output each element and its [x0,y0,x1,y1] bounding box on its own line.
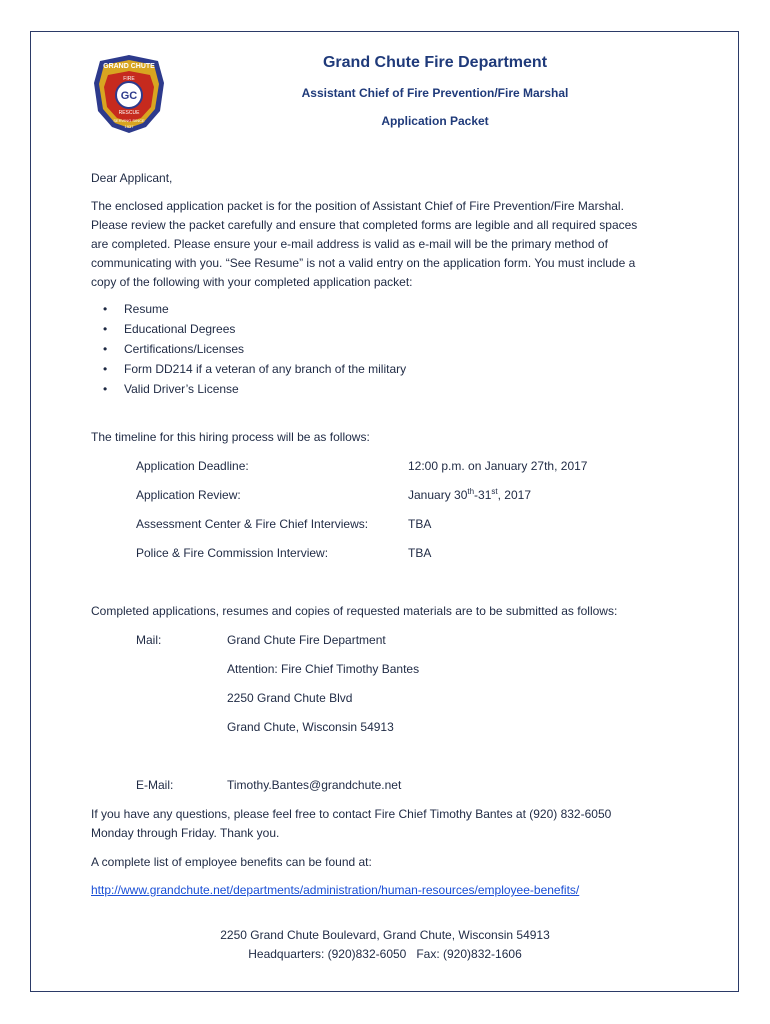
mail-line: 2250 Grand Chute Blvd [227,691,353,705]
mail-line: Grand Chute Fire Department [227,633,386,647]
logo-bottom-text: SERVING SINCE [113,118,145,123]
required-items-list [91,300,406,400]
timeline-label: Assessment Center & Fire Chief Interviews: [136,517,369,531]
timeline-value: TBA [408,517,432,531]
timeline-label: Application Deadline: [136,459,249,473]
timeline-label: Application Review: [136,488,241,502]
list-item: • Certifications/Licenses [91,340,406,360]
timeline-value: January 30th-31st, 2017 [408,487,531,502]
logo-year: 1937 [124,124,134,129]
intro-line: are completed. Please ensure your e-mail address is valid as e-mail will be the primary method of [91,237,608,251]
questions-line: If you have any questions, please feel free to contact Fire Chief Timothy Bantes at (920) 832-6050 [91,807,612,821]
list-item: • Valid Driver’s License [91,380,406,400]
list-item: • Resume [91,300,406,320]
document-title: Application Packet [381,114,489,128]
email-address[interactable]: Timothy.Bantes@grandchute.net [227,778,402,792]
greeting: Dear Applicant, [91,171,173,185]
timeline-intro: The timeline for this hiring process will be as follows: [91,430,370,444]
footer-address: 2250 Grand Chute Boulevard, Grand Chute, Wisconsin 54913 [220,928,550,942]
list-item: • Form DD214 if a veteran of any branch of the military [91,360,406,380]
intro-line: copy of the following with your completed application packet: [91,275,413,289]
logo-center-text: GC [120,90,138,102]
footer-phones: Headquarters: (920)832-6050 Fax: (920)832-1606 [248,947,522,961]
questions-line: Monday through Friday. Thank you. [91,826,280,840]
intro-line: Please review the packet carefully and ensure that completed forms are legible and all required spaces [91,218,638,232]
submission-intro: Completed applications, resumes and copies of requested materials are to be submitted as follows: [91,604,618,618]
mail-line: Attention: Fire Chief Timothy Bantes [227,662,420,676]
fire-department-logo [92,53,166,135]
logo-top-text: GRAND CHUTE [103,63,155,70]
mail-label: Mail: [136,633,162,647]
timeline-value: TBA [408,546,432,560]
intro-line: communicating with you. “See Resume” is not a valid entry on the application form. You must include a [91,256,636,270]
logo-right-text: RESCUE [118,110,140,116]
logo-left-text: FIRE [123,76,135,82]
questions-paragraph [91,805,691,843]
benefits-link[interactable]: http://www.grandchute.net/departments/administration/human-resources/employee-benefits/ [91,883,580,897]
organization-title: Grand Chute Fire Department [322,54,548,71]
intro-paragraph [91,197,691,292]
list-item: • Educational Degrees [91,320,406,340]
position-title: Assistant Chief of Fire Prevention/Fire Marshal [301,86,569,100]
mail-line: Grand Chute, Wisconsin 54913 [227,720,394,734]
timeline-value: 12:00 p.m. on January 27th, 2017 [408,459,588,473]
timeline-label: Police & Fire Commission Interview: [136,546,329,560]
intro-line: The enclosed application packet is for the position of Assistant Chief of Fire Prevention/Fire Marshal. [91,199,624,213]
benefits-intro: A complete list of employee benefits can be found at: [91,855,372,869]
email-label: E-Mail: [136,778,174,792]
